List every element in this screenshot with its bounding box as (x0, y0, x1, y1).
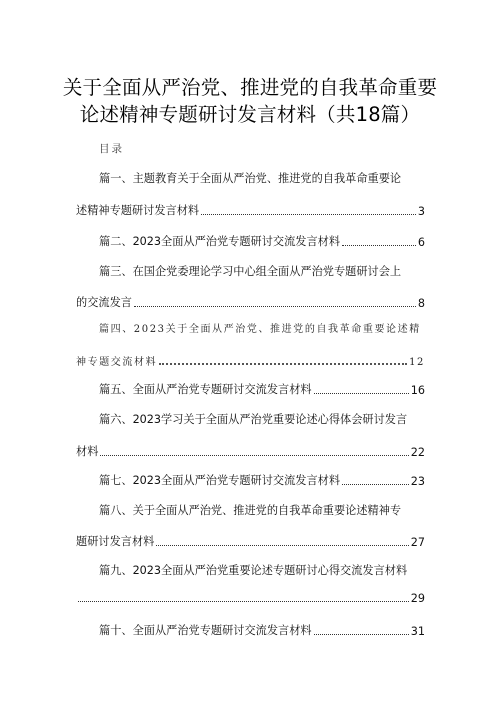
toc-page-number: 22 (410, 446, 425, 459)
dot-leader (314, 392, 409, 394)
dot-leader (314, 633, 409, 635)
toc-entry-text: 篇七、2023全面从严治党专题研讨交流发言材料 (99, 474, 341, 487)
dot-leader (100, 454, 408, 456)
toc-entry-5[interactable] (99, 381, 425, 397)
dot-leader (159, 362, 407, 365)
toc-entry-text: 神专题交流材料 (76, 357, 158, 368)
toc-entry-6-line1[interactable] (99, 411, 407, 427)
toc-entry-text: 篇三、在国企党委理论学习中心组全面从严治党专题研讨会上 (99, 265, 402, 278)
toc-entry-1-line1[interactable] (99, 170, 401, 186)
toc-page-number: 29 (410, 592, 425, 605)
toc-entry-text: 篇一、主题教育关于全面从严治党、推进党的自我革命重要论 (99, 172, 402, 185)
dot-leader (342, 483, 409, 485)
toc-entry-6-line2[interactable] (76, 443, 425, 459)
toc-entry-9-line2[interactable] (76, 592, 425, 605)
toc-entry-2[interactable] (99, 233, 425, 249)
toc-entry-text: 题研讨发言材料 (76, 535, 155, 548)
toc-entry-4-line1-text[interactable] (99, 320, 421, 335)
dot-leader (134, 305, 416, 307)
toc-page-number: 8 (417, 297, 425, 310)
toc-entry-7[interactable] (99, 472, 425, 488)
toc-page-number: 16 (410, 384, 425, 397)
dot-leader (78, 600, 409, 602)
toc-entry-8-line1[interactable] (99, 502, 401, 518)
toc-entry-8-line2[interactable] (76, 533, 425, 549)
toc-entry-text: 的交流发言 (76, 296, 132, 309)
document-title-line1: 关于全面从严治党、推进党的自我革命重要 (62, 76, 438, 99)
dot-leader (342, 244, 416, 246)
toc-entry-text: 篇六、2023学习关于全面从严治党重要论述心得体会研讨发言 (99, 413, 408, 426)
toc-entry-4-line2[interactable] (76, 353, 425, 368)
toc-heading: 目录 (99, 143, 124, 155)
toc-page-number: 27 (410, 536, 425, 549)
toc-entry-text: 材料 (76, 445, 99, 458)
toc-entry-10[interactable] (99, 622, 425, 638)
toc-entry-text: 篇五、全面从严治党专题研讨交流发言材料 (99, 383, 312, 396)
document-title-line2: 论述精神专题研讨发言材料（共18篇） (79, 103, 421, 126)
toc-entry-text: 篇八、关于全面从严治党、推进党的自我革命重要论述精神专 (99, 504, 402, 517)
toc-entry-3-line1[interactable] (99, 263, 401, 279)
toc-entry-text: 篇二、2023全面从严治党专题研讨交流发言材料 (99, 235, 341, 248)
toc-entry-text: 篇十、全面从严治党专题研讨交流发言材料 (99, 624, 312, 637)
toc-page-number: 12 (409, 357, 425, 368)
toc-page-number: 31 (410, 625, 425, 638)
dot-leader (156, 544, 408, 546)
toc-entry-text: 述精神专题研讨发言材料 (76, 204, 200, 217)
toc-entry-text: 篇九、2023全面从严治党重要论述专题研讨心得交流发言材料 (99, 564, 408, 577)
toc-entry-text: 篇四、2023关于全面从严治党、推进党的自我革命重要论述精 (99, 324, 421, 335)
toc-page-number: 3 (417, 205, 425, 218)
toc-page-number: 6 (417, 236, 425, 249)
dot-leader (201, 213, 416, 215)
toc-entry-3-line2[interactable] (76, 294, 425, 310)
toc-entry-9-line1[interactable] (99, 562, 407, 578)
toc-entry-1-line2[interactable] (76, 202, 425, 218)
toc-page-number: 23 (410, 475, 425, 488)
